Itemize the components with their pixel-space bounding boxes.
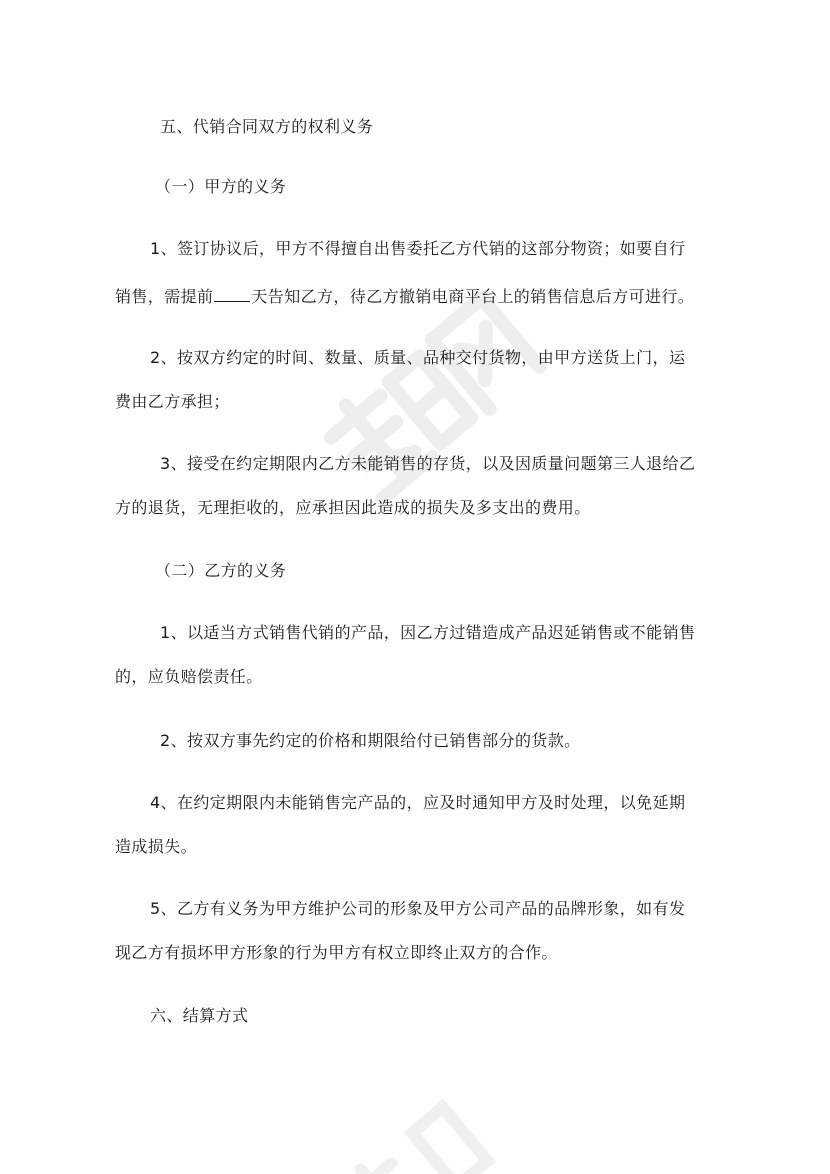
days-blank-field bbox=[214, 285, 250, 302]
a1-line2-pre: 销售，需提前 bbox=[115, 287, 214, 306]
b4-line2: 造成损失。 bbox=[115, 837, 198, 856]
b1-line2: 的，应负赔偿责任。 bbox=[115, 667, 263, 686]
b2-line1: 2、按双方事先约定的价格和期限给付已销售部分的货款。 bbox=[160, 731, 581, 750]
a1-line1: 1、签订协议后，甲方不得擅自出售委托乙方代销的这部分物资；如要自行 bbox=[150, 239, 686, 258]
party-b-heading: （二）乙方的义务 bbox=[155, 561, 287, 580]
a3-line2: 方的退货，无理拒收的，应承担因此造成的损失及多支出的费用。 bbox=[115, 498, 591, 517]
b5-line1: 5、乙方有义务为甲方维护公司的形象及甲方公司产品的品牌形象，如有发 bbox=[150, 899, 686, 918]
watermark-logo-bottom bbox=[330, 1070, 530, 1174]
section-5-heading: 五、代销合同双方的权利义务 bbox=[160, 117, 374, 136]
b1-line1: 1、以适当方式销售代销的产品，因乙方过错造成产品迟延销售或不能销售 bbox=[160, 623, 696, 642]
section-6-heading: 六、结算方式 bbox=[150, 1006, 249, 1025]
a1-line2 bbox=[115, 285, 694, 308]
a1-line2-post: 天告知乙方，待乙方撤销电商平台上的销售信息后方可进行。 bbox=[251, 287, 695, 306]
a2-line2: 费由乙方承担； bbox=[115, 392, 230, 411]
a3-line1: 3、接受在约定期限内乙方未能销售的存货，以及因质量问题第三人退给乙 bbox=[160, 454, 696, 473]
party-a-heading: （一）甲方的义务 bbox=[155, 177, 287, 196]
b5-line2: 现乙方有损坏甲方形象的行为甲方有权立即终止双方的合作。 bbox=[115, 943, 558, 962]
a2-line1: 2、按双方约定的时间、数量、质量、品种交付货物，由甲方送货上门，运 bbox=[150, 348, 686, 367]
watermark-logo bbox=[300, 270, 560, 530]
b4-line1: 4、在约定期限内未能销售完产品的，应及时通知甲方及时处理，以免延期 bbox=[150, 793, 686, 812]
